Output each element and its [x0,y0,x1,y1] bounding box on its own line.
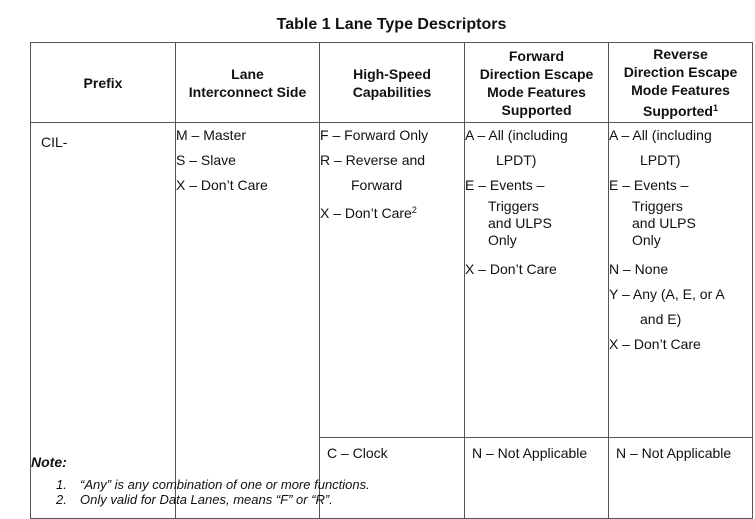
fwd-events-sub1: Triggers [488,198,539,214]
rev-not-applicable: N – Not Applicable [616,445,732,461]
header-rev-line4-text: Supported [642,103,713,119]
footnote-ref-2: 2 [411,205,417,215]
header-fwd-line1: Forward [508,47,565,64]
note-text: “Any” is any combination of one or more functions. [80,477,370,492]
header-rev-line2: Direction Escape [623,64,738,80]
footnote-ref-1: 1 [712,103,718,113]
header-reverse-escape [609,43,753,123]
rev-all-cont: LPDT) [640,152,681,168]
hs-reverse-and: R – Reverse and [320,152,426,168]
fwd-events: E – Events – [465,177,545,193]
header-rev-line1: Reverse [653,46,708,62]
fwd-all: A – All (including [465,127,568,143]
note-item [56,492,370,507]
hs-clock: C – Clock [327,445,388,461]
header-hs-line1: High-Speed [353,65,431,82]
header-prefix [31,43,176,123]
hs-forward-only: F – Forward Only [320,127,429,143]
header-fwd-line4: Supported [501,101,572,118]
header-hs-line2: Capabilities [352,83,432,100]
header-lane-line1: Lane [231,65,264,82]
header-lane-line2: Interconnect Side [188,83,307,100]
rev-events: E – Events – [609,177,689,193]
fwd-not-applicable: N – Not Applicable [472,445,588,461]
header-rev-line4 [609,99,752,120]
header-row [31,43,753,123]
cell-high-speed [320,123,465,438]
cell-rev-na [609,438,753,519]
header-high-speed [320,43,465,123]
fwd-all-cont: LPDT) [496,152,537,168]
fwd-events-sub3: Only [488,232,517,248]
rev-none: N – None [609,261,669,277]
lane-side-slave: S – Slave [176,152,236,168]
header-fwd-line2: Direction Escape [479,65,594,82]
header-fwd-line3: Mode Features [487,83,586,100]
fwd-dont-care: X – Don’t Care [465,261,557,277]
header-rev-line3: Mode Features [631,82,730,98]
header-forward-escape [465,43,609,123]
hs-reverse-cont: Forward [351,177,403,193]
lane-side-dont-care: X – Don’t Care [176,177,268,193]
prefix-value: CIL- [41,134,68,150]
header-prefix-label: Prefix [83,74,123,91]
cell-fwd-na [465,438,609,519]
hs-dont-care [320,198,464,226]
note-number: 2. [56,492,67,507]
note-text: Only valid for Data Lanes, means “F” or “R”. [80,492,333,507]
hs-dont-care-text: X – Don’t Care [320,205,412,221]
note-list [56,477,370,507]
rev-events-sub2: and ULPS [632,215,696,231]
note-item [56,477,370,492]
cell-lane-side [176,123,320,519]
fwd-events-sub2: and ULPS [488,215,552,231]
rev-all: A – All (including [609,127,712,143]
table-title: Table 1 Lane Type Descriptors [276,16,507,33]
lane-type-table [30,42,753,519]
note-number: 1. [56,477,67,492]
rev-dont-care: X – Don’t Care [609,336,701,352]
lane-side-master: M – Master [176,127,247,143]
data-row-data-lanes [31,123,753,438]
rev-any-cont: and E) [640,311,682,327]
header-lane-side [176,43,320,123]
note-label: Note: [31,454,67,470]
cell-forward-escape [465,123,609,438]
rev-any: Y – Any (A, E, or A [609,286,725,302]
cell-reverse-escape [609,123,753,438]
rev-events-sub1: Triggers [632,198,683,214]
rev-events-sub3: Only [632,232,661,248]
